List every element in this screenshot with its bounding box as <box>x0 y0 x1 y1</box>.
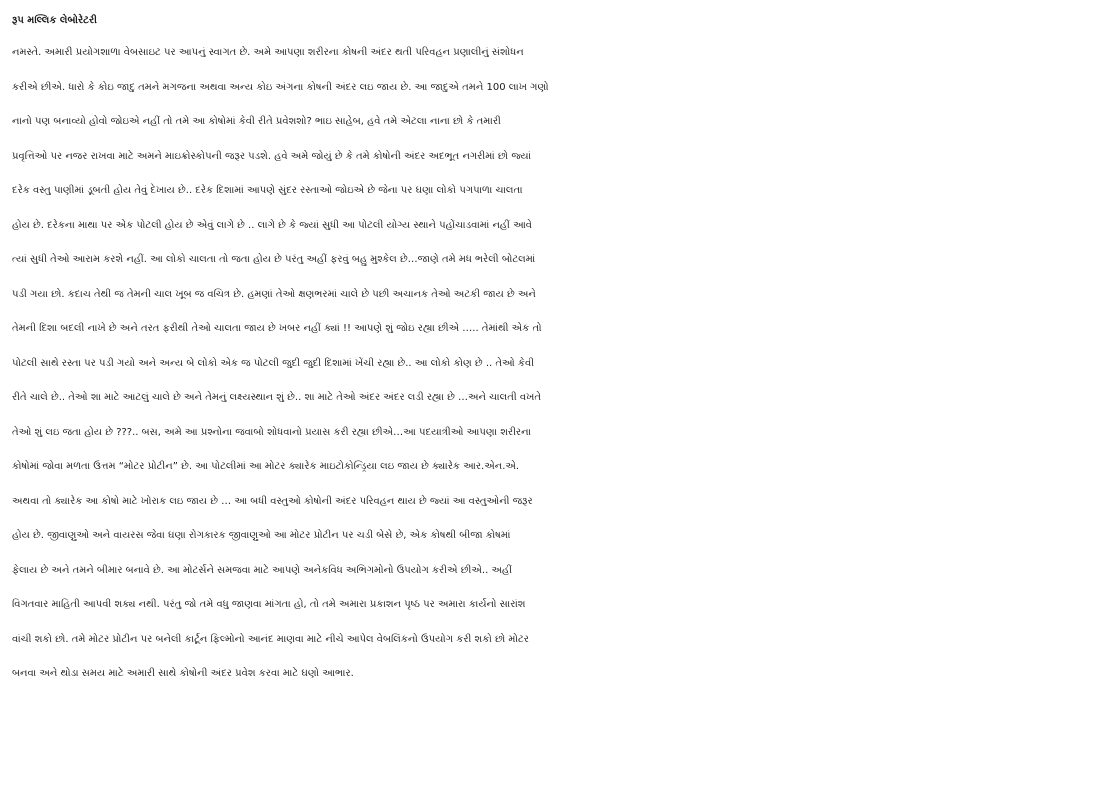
text-line: નાનો પણ બનાવ્યો હોવો જોઇએ નહીં તો તમે આ કોષોમાં કેવી રીતે પ્રવેશશો? ભાઇ સાહેબ, હવે તમે એટલા નાના છો કે તમારી <box>12 116 501 127</box>
text-line: તેઓ શું લઇ જતા હોય છે ???.. બસ, અમે આ પ્રશ્નોના જવાબો શોધવાનો પ્રયાસ કરી રહ્યા છીએ…આ પદયાત્રીઓ આપણા શરીરના <box>12 426 532 438</box>
text-line: દરેક વસ્તુ પાણીમાં ડૂબતી હોય તેવું દેખાય છે.. દરેક દિશામાં આપણે સુંદર રસ્તાઓ જોઇએ છે જેના પર ઘણા લોકો પગપાળા ચાલતા <box>12 185 523 196</box>
text-line: બનવા અને થોડા સમય માટે અમારી સાથે કોષોની અંદર પ્રવેશ કરવા માટે ઘણો આભાર. <box>12 668 354 679</box>
text-line: પ્રવૃત્તિઓ પર નજર રાખવા માટે અમને માઇક્રોસ્કોપની જરૂર પડશે. હવે અમે જોયું છે કે તમે કોષોની અંદર અદભૂત નગરીમાં છો જ્યાં <box>12 150 532 162</box>
text-line: પોટલી સાથે રસ્તા પર પડી ગયો અને અન્ય બે લોકો એક જ પોટલી જુદી જુદી દિશામાં ખેંચી રહ્યા છે.. આ લોકો કોણ છે .. તેઓ કેવી <box>12 357 535 369</box>
document-page <box>12 6 1112 692</box>
text-line: પડી ગયા છો. કદાચ તેથી જ તેમની ચાલ ખૂબ જ વચિત્ર છે. હમણાં તેઓ ક્ષણભરમાં ચાલે છે પછી અચાનક તેઓ અટકી જાય છે અને <box>12 288 536 300</box>
text-line: નમસ્તે. અમારી પ્રયોગશાળા વેબસાઇટ પર આપનું સ્વાગત છે. અમે આપણા શરીરના કોષની અંદર થતી પરિવહન પ્રણાલીનું સંશોધન <box>12 47 524 58</box>
text-line: વિગતવાર માહિતી આપવી શક્ય નથી. પરંતુ જો તમે વધુ જાણવા માંગતા હો, તો તમે અમારા પ્રકાશન પૃષ્ઠ પર અમારા કાર્યનો સારાંશ <box>12 599 526 610</box>
text-line: ફેલાય છે અને તમને બીમાર બનાવે છે. આ મોટર્સને સમજવા માટે આપણે અનેકવિધ અભિગમોનો ઉપયોગ કરીએ છીએ.. અહીં <box>12 564 512 576</box>
text-line: અથવા તો ક્યારેક આ કોષો માટે ખોરાક લઇ જાય છે … આ બધી વસ્તુઓ કોષોની અંદર પરિવહન થાય છે જ્યાં આ વસ્તુઓની જરૂર <box>12 495 533 507</box>
text-line: કોષોમાં જોવા મળતા ઉત્તમ “મોટર પ્રોટીન” છે. આ પોટલીમાં આ મોટર ક્યારેક માઇટોકોન્ડ્રિયા લઇ જાય છે ક્યારેક આર.એન.એ. <box>12 461 520 472</box>
body-text <box>12 36 1112 692</box>
text-line: તેમની દિશા બદલી નાખે છે અને તરત ફરીથી તેઓ ચાલતા જાય છે ખબર નહીં ક્યાં !! આપણે શું જોઇ રહ્યા છીએ ….. તેમાંથી એક તો <box>12 323 542 334</box>
text-line: હોય છે. દરેકના માથા પર એક પોટલી હોય છે એવું લાગે છે .. લાગે છે કે જ્યાં સુધી આ પોટલી યોગ્ય સ્થાને પહોંચાડવામાં નહીં આવે <box>12 219 533 231</box>
text-line: કરીએ છીએ. ધારો કે કોઇ જાદુ તમને મગજના અથવા અન્ય કોઇ અંગના કોષની અંદર લઇ જાય છે. આ જાદુએ તમને 100 લાખ ગણો <box>12 81 549 93</box>
text-line: હોય છે. જીવાણુઓ અને વાયરસ જેવા ઘણા રોગકારક જીવાણુઓ આ મોટર પ્રોટીન પર ચડી બેસે છે, એક કોષથી બીજા કોષમાં <box>12 530 511 541</box>
text-line: વાંચી શકો છો. તમે મોટર પ્રોટીન પર બનેલી કાર્ટૂન ફિલ્મોનો આનંદ માણવા માટે નીચે આપેલ વેબલિંકનો ઉપયોગ કરી શકો છો મોટર <box>12 633 529 645</box>
page-title: રૂપ મલ્લિક લેબોરેટરી <box>12 15 98 26</box>
text-line: ત્યાં સુધી તેઓ આરામ કરશે નહીં. આ લોકો ચાલતા તો જતા હોય છે પરંતુ અહીં ફરવું બહુ મુશ્કેલ છે…જાણે તમે મધ ભરેલી બોટલમાં <box>12 254 536 265</box>
text-line: રીતે ચાલે છે.. તેઓ શા માટે આટલું ચાલે છે અને તેમનું લક્ષ્યસ્થાન શું છે.. શા માટે તેઓ અંદર અંદર લડી રહ્યા છે …અને ચાલતી વખતે <box>12 392 541 403</box>
